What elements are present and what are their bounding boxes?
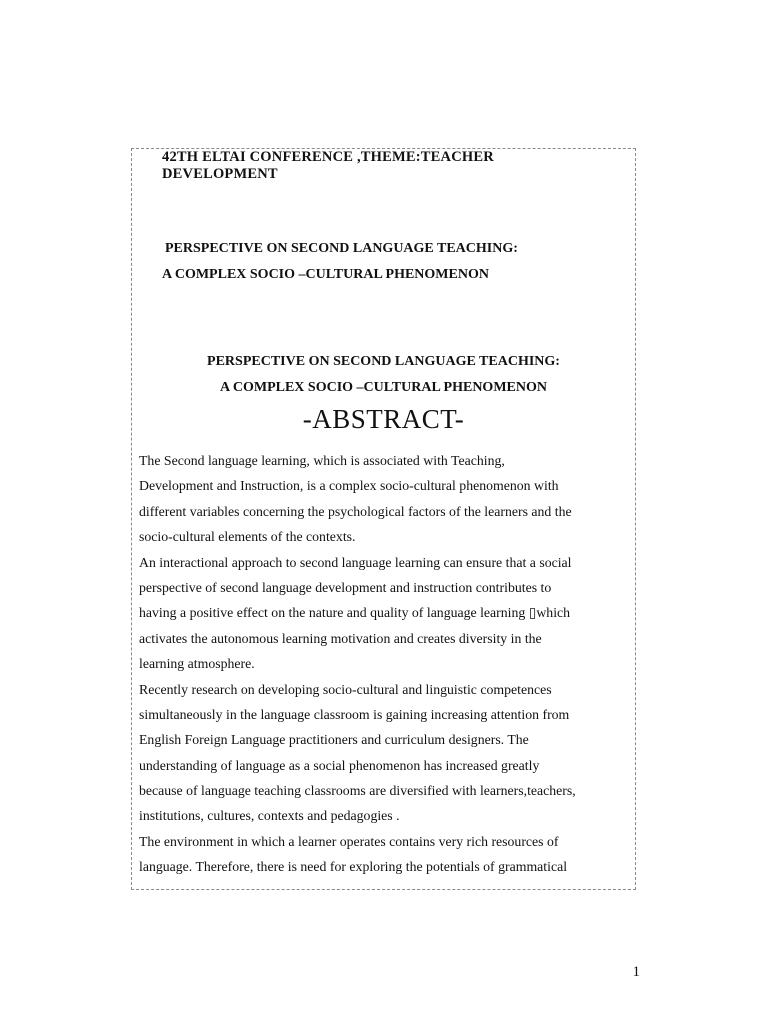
heading-line-2: A COMPLEX SOCIO –CULTURAL PHENOMENON <box>220 380 547 395</box>
heading-line-1: PERSPECTIVE ON SECOND LANGUAGE TEACHING: <box>207 354 560 369</box>
body-line: An interactional approach to second language learning can ensure that a social <box>139 554 572 570</box>
body-line: simultaneously in the language classroom is gaining increasing attention from <box>139 706 570 722</box>
body-line: Recently research on developing socio-cultural and linguistic competences <box>139 681 552 697</box>
conference-title: 42TH ELTAI CONFERENCE ,THEME:TEACHER DEVELOPMENT <box>162 149 494 182</box>
heading-line-1: PERSPECTIVE ON SECOND LANGUAGE TEACHING: <box>165 241 518 256</box>
body-line: institutions, cultures, contexts and pedagogies . <box>139 808 400 824</box>
title-heading-first <box>162 240 582 283</box>
body-line: English Foreign Language practitioners and curriculum designers. The <box>139 732 529 748</box>
body-line: language. Therefore, there is need for exploring the potentials of grammatical <box>139 859 568 875</box>
page-number: 1 <box>632 964 640 980</box>
body-line: activates the autonomous learning motivation and creates diversity in the <box>139 630 542 646</box>
body-line: because of language teaching classrooms are diversified with learners,teachers, <box>139 783 576 799</box>
body-line: having a positive effect on the nature and quality of language learning ▯which <box>139 605 571 621</box>
body-line: Development and Instruction, is a complex socio-cultural phenomenon with <box>139 478 559 494</box>
body-line: understanding of language as a social phenomenon has increased greatly <box>139 757 540 773</box>
body-line: perspective of second language development and instruction contributes to <box>139 579 552 595</box>
abstract-title: -ABSTRACT- <box>302 404 465 434</box>
heading-line-2: A COMPLEX SOCIO –CULTURAL PHENOMENON <box>162 267 489 282</box>
body-line: The Second language learning, which is associated with Teaching, <box>139 453 505 468</box>
abstract-body <box>139 448 631 880</box>
body-line: socio-cultural elements of the contexts. <box>139 529 356 545</box>
body-line: The environment in which a learner operates contains very rich resources of <box>139 833 559 849</box>
body-line: different variables concerning the psychological factors of the learners and the <box>139 503 572 519</box>
body-line: learning atmosphere. <box>139 656 255 672</box>
title-heading-second <box>136 353 631 396</box>
